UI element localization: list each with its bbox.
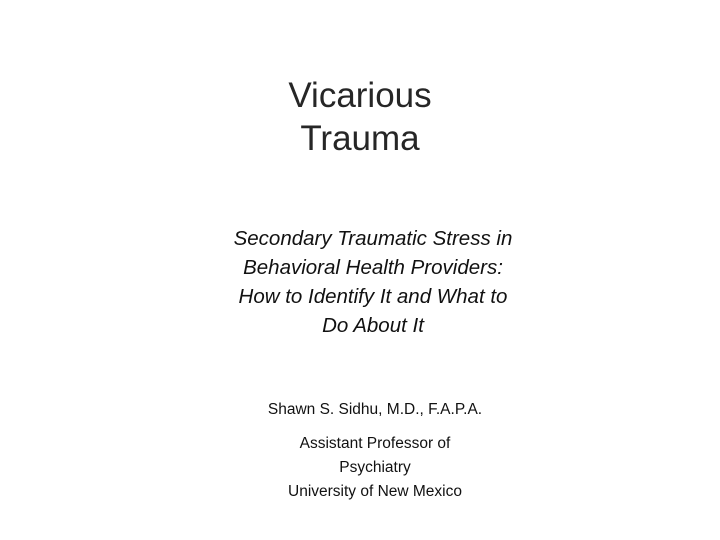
slide-title bbox=[160, 74, 560, 160]
slide-subtitle: Secondary Traumatic Stress in Behavioral Health Providers: How to Identify It and What to Do About It bbox=[233, 227, 513, 337]
affiliation-line-2: Psychiatry bbox=[339, 459, 411, 476]
slide-title-line-2: Trauma bbox=[300, 119, 420, 158]
author-affiliation bbox=[220, 432, 530, 504]
affiliation-line-3: University of New Mexico bbox=[288, 483, 462, 500]
author-name: Shawn S. Sidhu, M.D., F.A.P.A. bbox=[267, 401, 483, 418]
slide-title-line-1: Vicarious bbox=[288, 76, 432, 115]
affiliation-line-1: Assistant Professor of bbox=[299, 435, 451, 452]
